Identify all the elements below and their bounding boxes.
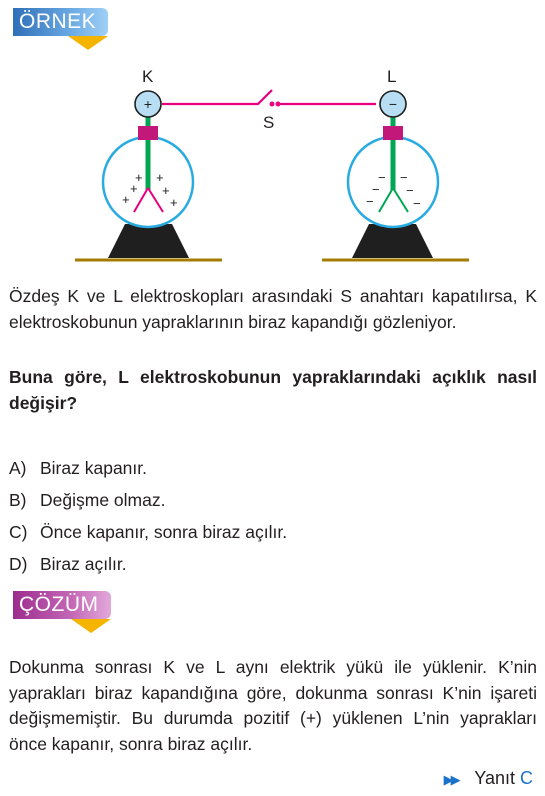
option-text: Önce kapanır, sonra biraz açılır. — [40, 522, 288, 542]
minus-sign: − — [388, 96, 398, 112]
option-b — [9, 488, 165, 512]
badge-triangle-icon — [68, 36, 108, 50]
option-text: Değişme olmaz. — [40, 490, 166, 510]
electroscope-diagram — [0, 62, 545, 272]
plus-sign: + — [130, 181, 138, 196]
option-c — [9, 520, 287, 544]
insulator-plug — [138, 126, 158, 140]
plus-sign: + — [162, 183, 170, 198]
option-text: Biraz kapanır. — [40, 458, 147, 478]
wire-k-to-switch — [162, 90, 272, 104]
option-d — [9, 552, 127, 576]
minus-sign: − — [413, 196, 421, 211]
option-letter: B) — [9, 490, 27, 510]
option-letter: C) — [9, 522, 28, 542]
solution-text: Dokunma sonrası K ve L aynı elektrik yükü ile yüklenir. K’nin yaprakları biraz kapandığına göre, dokunma sonrası K’nin işareti değişmemiştir. Bu durumda pozitif (+) yüklenen L’nin yaprakları önce kapanır, sonra biraz açılır. — [9, 657, 537, 754]
plus-sign: + — [135, 170, 143, 185]
example-badge-label: ÖRNEK — [19, 10, 97, 33]
plus-sign: + — [122, 192, 130, 207]
answer-value: C — [520, 768, 533, 788]
option-a — [9, 456, 147, 480]
label-s: S — [263, 113, 275, 132]
minus-sign: − — [366, 194, 374, 209]
minus-sign: − — [378, 170, 386, 185]
example-badge — [13, 8, 108, 36]
answer-line — [444, 768, 533, 789]
minus-sign: − — [406, 183, 414, 198]
option-text: Biraz açılır. — [40, 554, 127, 574]
option-letter: D) — [9, 554, 28, 574]
plus-sign: + — [156, 170, 164, 185]
minus-sign: − — [372, 182, 380, 197]
question-prompt: Buna göre, L elektroskobunun yapraklarındaki açıklık nasıl değişir? — [9, 367, 537, 413]
insulator-plug — [383, 126, 403, 140]
electroscope-figure — [0, 62, 545, 272]
double-arrow-icon: ▶▶ — [443, 772, 458, 787]
stand-base — [352, 224, 433, 258]
label-l: L — [387, 67, 397, 86]
electroscope-l — [322, 91, 469, 260]
badge-triangle-icon — [71, 619, 111, 633]
stand-base — [108, 224, 189, 258]
question-stem: Özdeş K ve L elektroskopları arasındaki S anahtarı kapatılırsa, K elektroskobunun yapraklarının biraz kapandığı gözleniyor. — [9, 286, 537, 332]
switch-contact-icon — [276, 102, 281, 107]
electroscope-k — [75, 91, 222, 260]
plus-sign: + — [170, 195, 178, 210]
solution-badge-label: ÇÖZÜM — [19, 593, 99, 616]
label-k: K — [142, 67, 154, 86]
option-letter: A) — [9, 458, 27, 478]
solution-badge — [13, 591, 111, 619]
plus-sign: + — [143, 96, 153, 112]
answer-label: Yanıt — [474, 768, 515, 788]
switch-contact-icon — [270, 102, 275, 107]
minus-sign: − — [400, 170, 408, 185]
